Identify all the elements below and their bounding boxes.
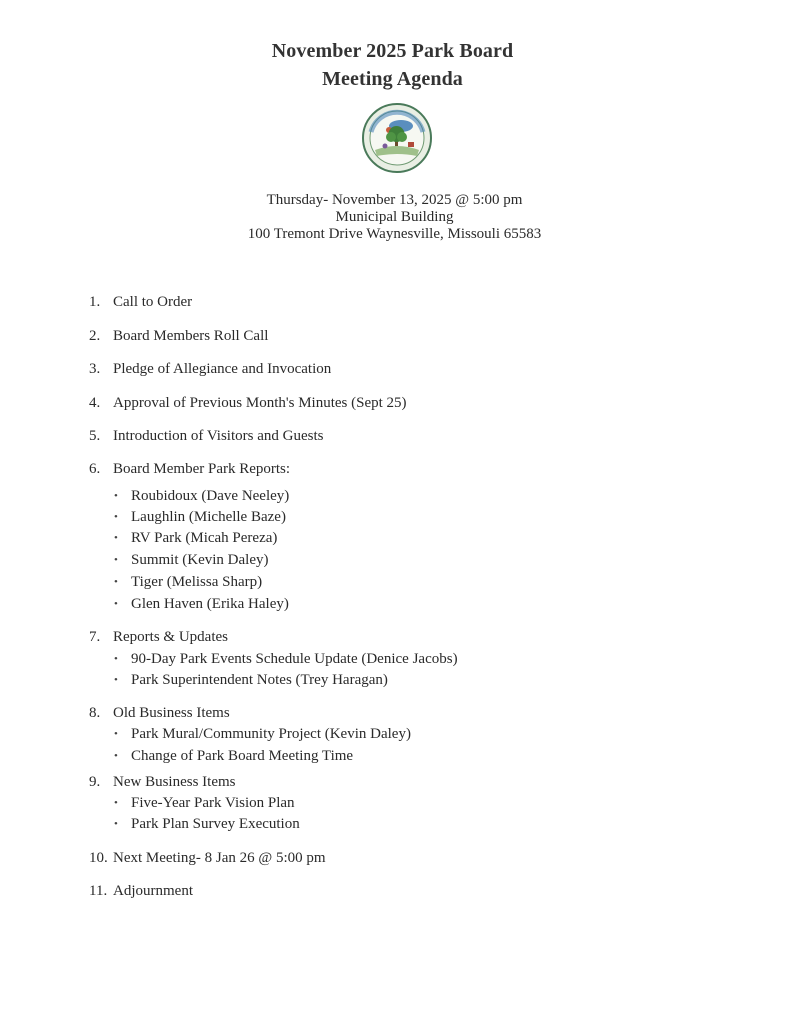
bullet-icon: •	[114, 674, 118, 686]
bullet-icon: •	[114, 532, 118, 544]
agenda-subitem-label: Change of Park Board Meeting Time	[131, 748, 354, 764]
agenda-item-number: 9.	[89, 774, 101, 790]
agenda-item-label: Approval of Previous Month's Minutes (Sept 25)	[113, 395, 407, 411]
agenda-item-number: 8.	[89, 705, 101, 721]
bullet-icon: •	[114, 490, 118, 502]
bullet-icon: •	[114, 554, 118, 566]
meeting-datetime: Thursday- November 13, 2025 @ 5:00 pm	[266, 192, 523, 208]
agenda-item-number: 6.	[89, 461, 101, 477]
agenda-item-label: Pledge of Allegiance and Invocation	[113, 361, 332, 377]
agenda-item-label: Next Meeting- 8 Jan 26 @ 5:00 pm	[113, 850, 326, 866]
bullet-icon: •	[114, 818, 118, 830]
bullet-icon: •	[114, 728, 118, 740]
agenda-subitem	[114, 794, 295, 813]
agenda-subitem	[114, 815, 300, 834]
agenda-subitem-label: Five-Year Park Vision Plan	[131, 795, 295, 811]
agenda-item-number: 1.	[89, 294, 101, 310]
agenda-subitem-label: 90-Day Park Events Schedule Update (Denice Jacobs)	[131, 651, 458, 667]
agenda-subitem-label: RV Park (Micah Pereza)	[131, 530, 278, 546]
agenda-item	[89, 293, 192, 311]
agenda-subitem	[114, 671, 388, 690]
agenda-item	[89, 360, 331, 378]
agenda-item	[89, 628, 228, 646]
agenda-subitem-label: Glen Haven (Erika Haley)	[131, 596, 289, 612]
agenda-item-label: Board Member Park Reports:	[113, 461, 291, 477]
meeting-address: 100 Tremont Drive Waynesville, Missouli 65583	[247, 226, 542, 242]
bullet-icon: •	[114, 797, 118, 809]
agenda-item-number: 5.	[89, 428, 101, 444]
agenda-subitem	[114, 487, 289, 506]
agenda-subitem-label: Roubidoux (Dave Neeley)	[131, 488, 290, 504]
agenda-subitem-label: Park Plan Survey Execution	[131, 816, 300, 832]
agenda-subitem-label: Tiger (Melissa Sharp)	[131, 574, 263, 590]
agenda-item	[89, 773, 236, 791]
bullet-icon: •	[114, 511, 118, 523]
document-subtitle: Meeting Agenda	[322, 68, 463, 90]
agenda-item	[89, 704, 230, 722]
document-title: November 2025 Park Board	[271, 40, 514, 62]
bullet-icon: •	[114, 576, 118, 588]
agenda-subitem	[114, 551, 268, 570]
agenda-item	[89, 394, 407, 412]
agenda-item-number: 11.	[89, 883, 108, 899]
agenda-subitem	[114, 595, 289, 614]
agenda-subitem	[114, 508, 286, 527]
agenda-item-label: New Business Items	[113, 774, 236, 790]
agenda-subitem	[114, 747, 353, 766]
agenda-item-label: Call to Order	[113, 294, 193, 310]
agenda-item-number: 10.	[89, 850, 108, 866]
agenda-subitem-label: Summit (Kevin Daley)	[131, 552, 269, 568]
agenda-item-number: 4.	[89, 395, 101, 411]
agenda-item-number: 3.	[89, 361, 101, 377]
agenda-subitem	[114, 725, 411, 744]
agenda-subitem-label: Park Mural/Community Project (Kevin Daley)	[131, 726, 411, 742]
agenda-item	[89, 460, 290, 478]
agenda-item-label: Old Business Items	[113, 705, 230, 721]
agenda-item-number: 2.	[89, 328, 101, 344]
agenda-subitem	[114, 529, 277, 548]
bullet-icon: •	[114, 750, 118, 762]
agenda-item-label: Adjournment	[113, 883, 193, 899]
bullet-icon: •	[114, 653, 118, 665]
agenda-item	[89, 849, 326, 867]
agenda-item-label: Board Members Roll Call	[113, 328, 269, 344]
bullet-icon: •	[114, 598, 118, 610]
agenda-subitem	[114, 650, 458, 669]
agenda-item-number: 7.	[89, 629, 101, 645]
agenda-item-label: Reports & Updates	[113, 629, 228, 645]
agenda-item	[89, 427, 323, 445]
agenda-item	[89, 327, 268, 345]
park-system-seal-logo	[361, 102, 433, 174]
meeting-location: Municipal Building	[335, 209, 454, 225]
agenda-item-label: Introduction of Visitors and Guests	[113, 428, 324, 444]
agenda-item	[89, 882, 193, 900]
agenda-subitem-label: Park Superintendent Notes (Trey Haragan)	[131, 672, 388, 688]
agenda-subitem-label: Laughlin (Michelle Baze)	[131, 509, 286, 525]
agenda-subitem	[114, 573, 262, 592]
